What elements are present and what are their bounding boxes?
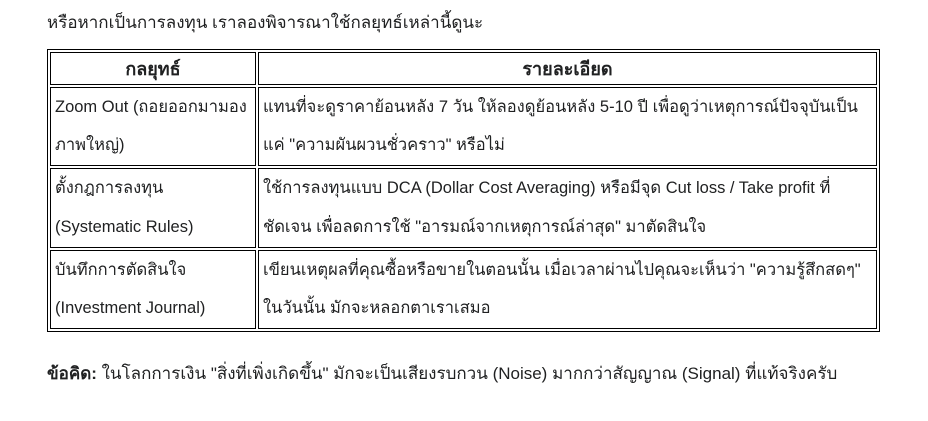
- column-header-detail: รายละเอียด: [258, 52, 877, 85]
- table-row: [50, 87, 877, 167]
- strategy-cell: Zoom Out (ถอยออกมามองภาพใหญ่): [50, 87, 256, 167]
- note-label: ข้อคิด:: [47, 364, 97, 384]
- note-text: ในโลกการเงิน "สิ่งที่เพิ่งเกิดขึ้น" มักจะเป็นเสียงรบกวน (Noise) มากกว่าสัญญาณ (Signal) ที่แท้จริงครับ: [96, 364, 838, 384]
- strategy-cell: ตั้งกฎการลงทุน (Systematic Rules): [50, 168, 256, 248]
- strategy-table: [47, 49, 880, 333]
- table-row: [50, 250, 877, 330]
- table-header-row: [50, 52, 877, 85]
- strategy-cell: บันทึกการตัดสินใจ (Investment Journal): [50, 250, 256, 330]
- detail-cell: แทนที่จะดูราคาย้อนหลัง 7 วัน ให้ลองดูย้อนหลัง 5-10 ปี เพื่อดูว่าเหตุการณ์ปัจจุบันเป็นแค่ "ความผันผวนชั่วคราว" หรือไม่: [258, 87, 877, 167]
- column-header-strategy: กลยุทธ์: [50, 52, 256, 85]
- detail-cell: เขียนเหตุผลที่คุณซื้อหรือขายในตอนนั้น เมื่อเวลาผ่านไปคุณจะเห็นว่า "ความรู้สึกสดๆ" ในวันนั้น มักจะหลอกตาเราเสมอ: [258, 250, 877, 330]
- note-paragraph: [47, 361, 881, 387]
- detail-cell: ใช้การลงทุนแบบ DCA (Dollar Cost Averaging) หรือมีจุด Cut loss / Take profit ที่ชัดเจน เพื่อลดการใช้ "อารมณ์จากเหตุการณ์ล่าสุด" มาตัดสินใจ: [258, 168, 877, 248]
- table-row: [50, 168, 877, 248]
- intro-text: หรือหากเป็นการลงทุน เราลองพิจารณาใช้กลยุทธ์เหล่านี้ดูนะ: [47, 13, 484, 32]
